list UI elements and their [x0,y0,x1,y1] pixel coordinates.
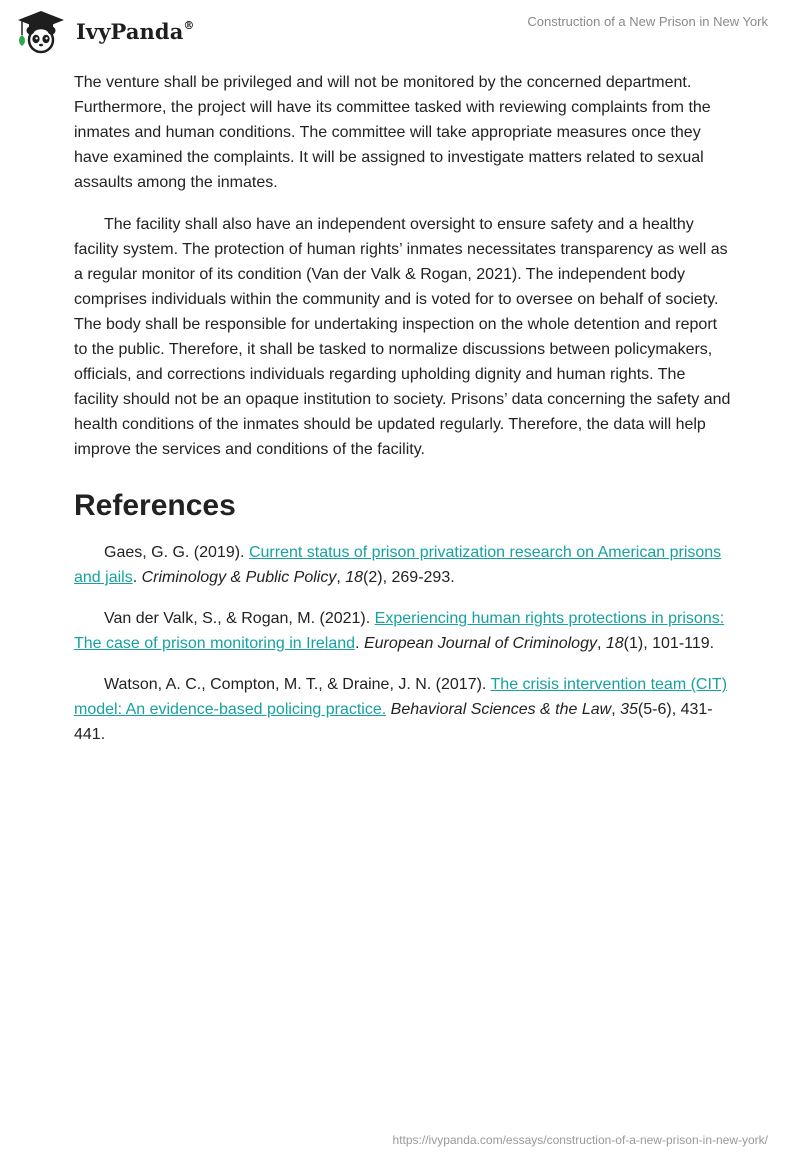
brand-name: IvyPanda® [76,18,195,44]
reference-authors: Gaes, G. G. (2019). [104,544,245,561]
ivypanda-logo[interactable] [12,8,195,54]
reference-authors: Van der Valk, S., & Rogan, M. (2021). [104,610,371,627]
reference-journal: European Journal of Criminology [363,635,597,652]
reference-link[interactable]: Experiencing human rights protections in prisons: The case of prison monitoring in Ireland [74,610,725,652]
reference-journal: Criminology & Public Policy [141,569,337,586]
reference-link[interactable]: Current status of prison privatization research on American prisons and jails [74,544,722,586]
reference-list [74,540,734,747]
document-title: Construction of a New Prison in New York [527,14,768,29]
references-heading: References [74,489,236,522]
page-header [0,0,800,64]
reference-authors: Watson, A. C., Compton, M. T., & Draine, J. N. (2017). [104,676,487,693]
reference-item: Watson, A. C., Compton, M. T., & Draine, J. N. (2017). The crisis intervention team (CIT) model: An evidence-based policing practice. Behavioral Sciences & the Law, 35(5-6), 431-441. [74,676,728,743]
reference-item: Van der Valk, S., & Rogan, M. (2021). Experiencing human rights protections in prisons: The case of prison monitoring in Ireland. European Journal of Criminology, 18(1), 101-119. [74,610,725,652]
body-paragraph: The facility shall also have an independent oversight to ensure safety and a healthy facility system. The protection of human rights’ inmates necessitates transparency as well as a regular monitor of its condition (Van der Valk & Rogan, 2021). The independent body comprises individuals within the community and is voted for to oversee on behalf of society. The body shall be responsible for undertaking inspection on the whole detention and report to the public. Therefore, it shall be tasked to normalize discussions between policymakers, officials, and corrections individuals regarding upholding dignity and human rights. The facility should not be an opaque institution to society. Prisons’ data concerning the safety and health conditions of the inmates should be updated regularly. Therefore, the data will help improve the services and conditions of the facility. [74,216,731,458]
body-paragraph: The venture shall be privileged and will not be monitored by the concerned department. Furthermore, the project will have its committee tasked with reviewing complaints from the inmates and human conditions. The committee will take appropriate measures once they have examined the complaints. It will be assigned to investigate matters related to sexual assaults among the inmates. [74,74,711,191]
reference-item: Gaes, G. G. (2019). Current status of prison privatization research on American prisons and jails. Criminology & Public Policy, 18(2), 269-293. [74,544,722,586]
reference-volume: 18 [345,569,364,586]
footer-url[interactable]: https://ivypanda.com/essays/construction-of-a-new-prison-in-new-york/ [392,1133,768,1147]
reference-journal: Behavioral Sciences & the Law [390,701,612,718]
panda-graduate-icon [12,8,70,54]
reference-volume: 35 [620,701,638,718]
reference-volume: 18 [605,635,624,652]
reference-link[interactable]: The crisis intervention team (CIT) model: An evidence-based policing practice. [74,676,728,718]
essay-content [74,70,734,763]
